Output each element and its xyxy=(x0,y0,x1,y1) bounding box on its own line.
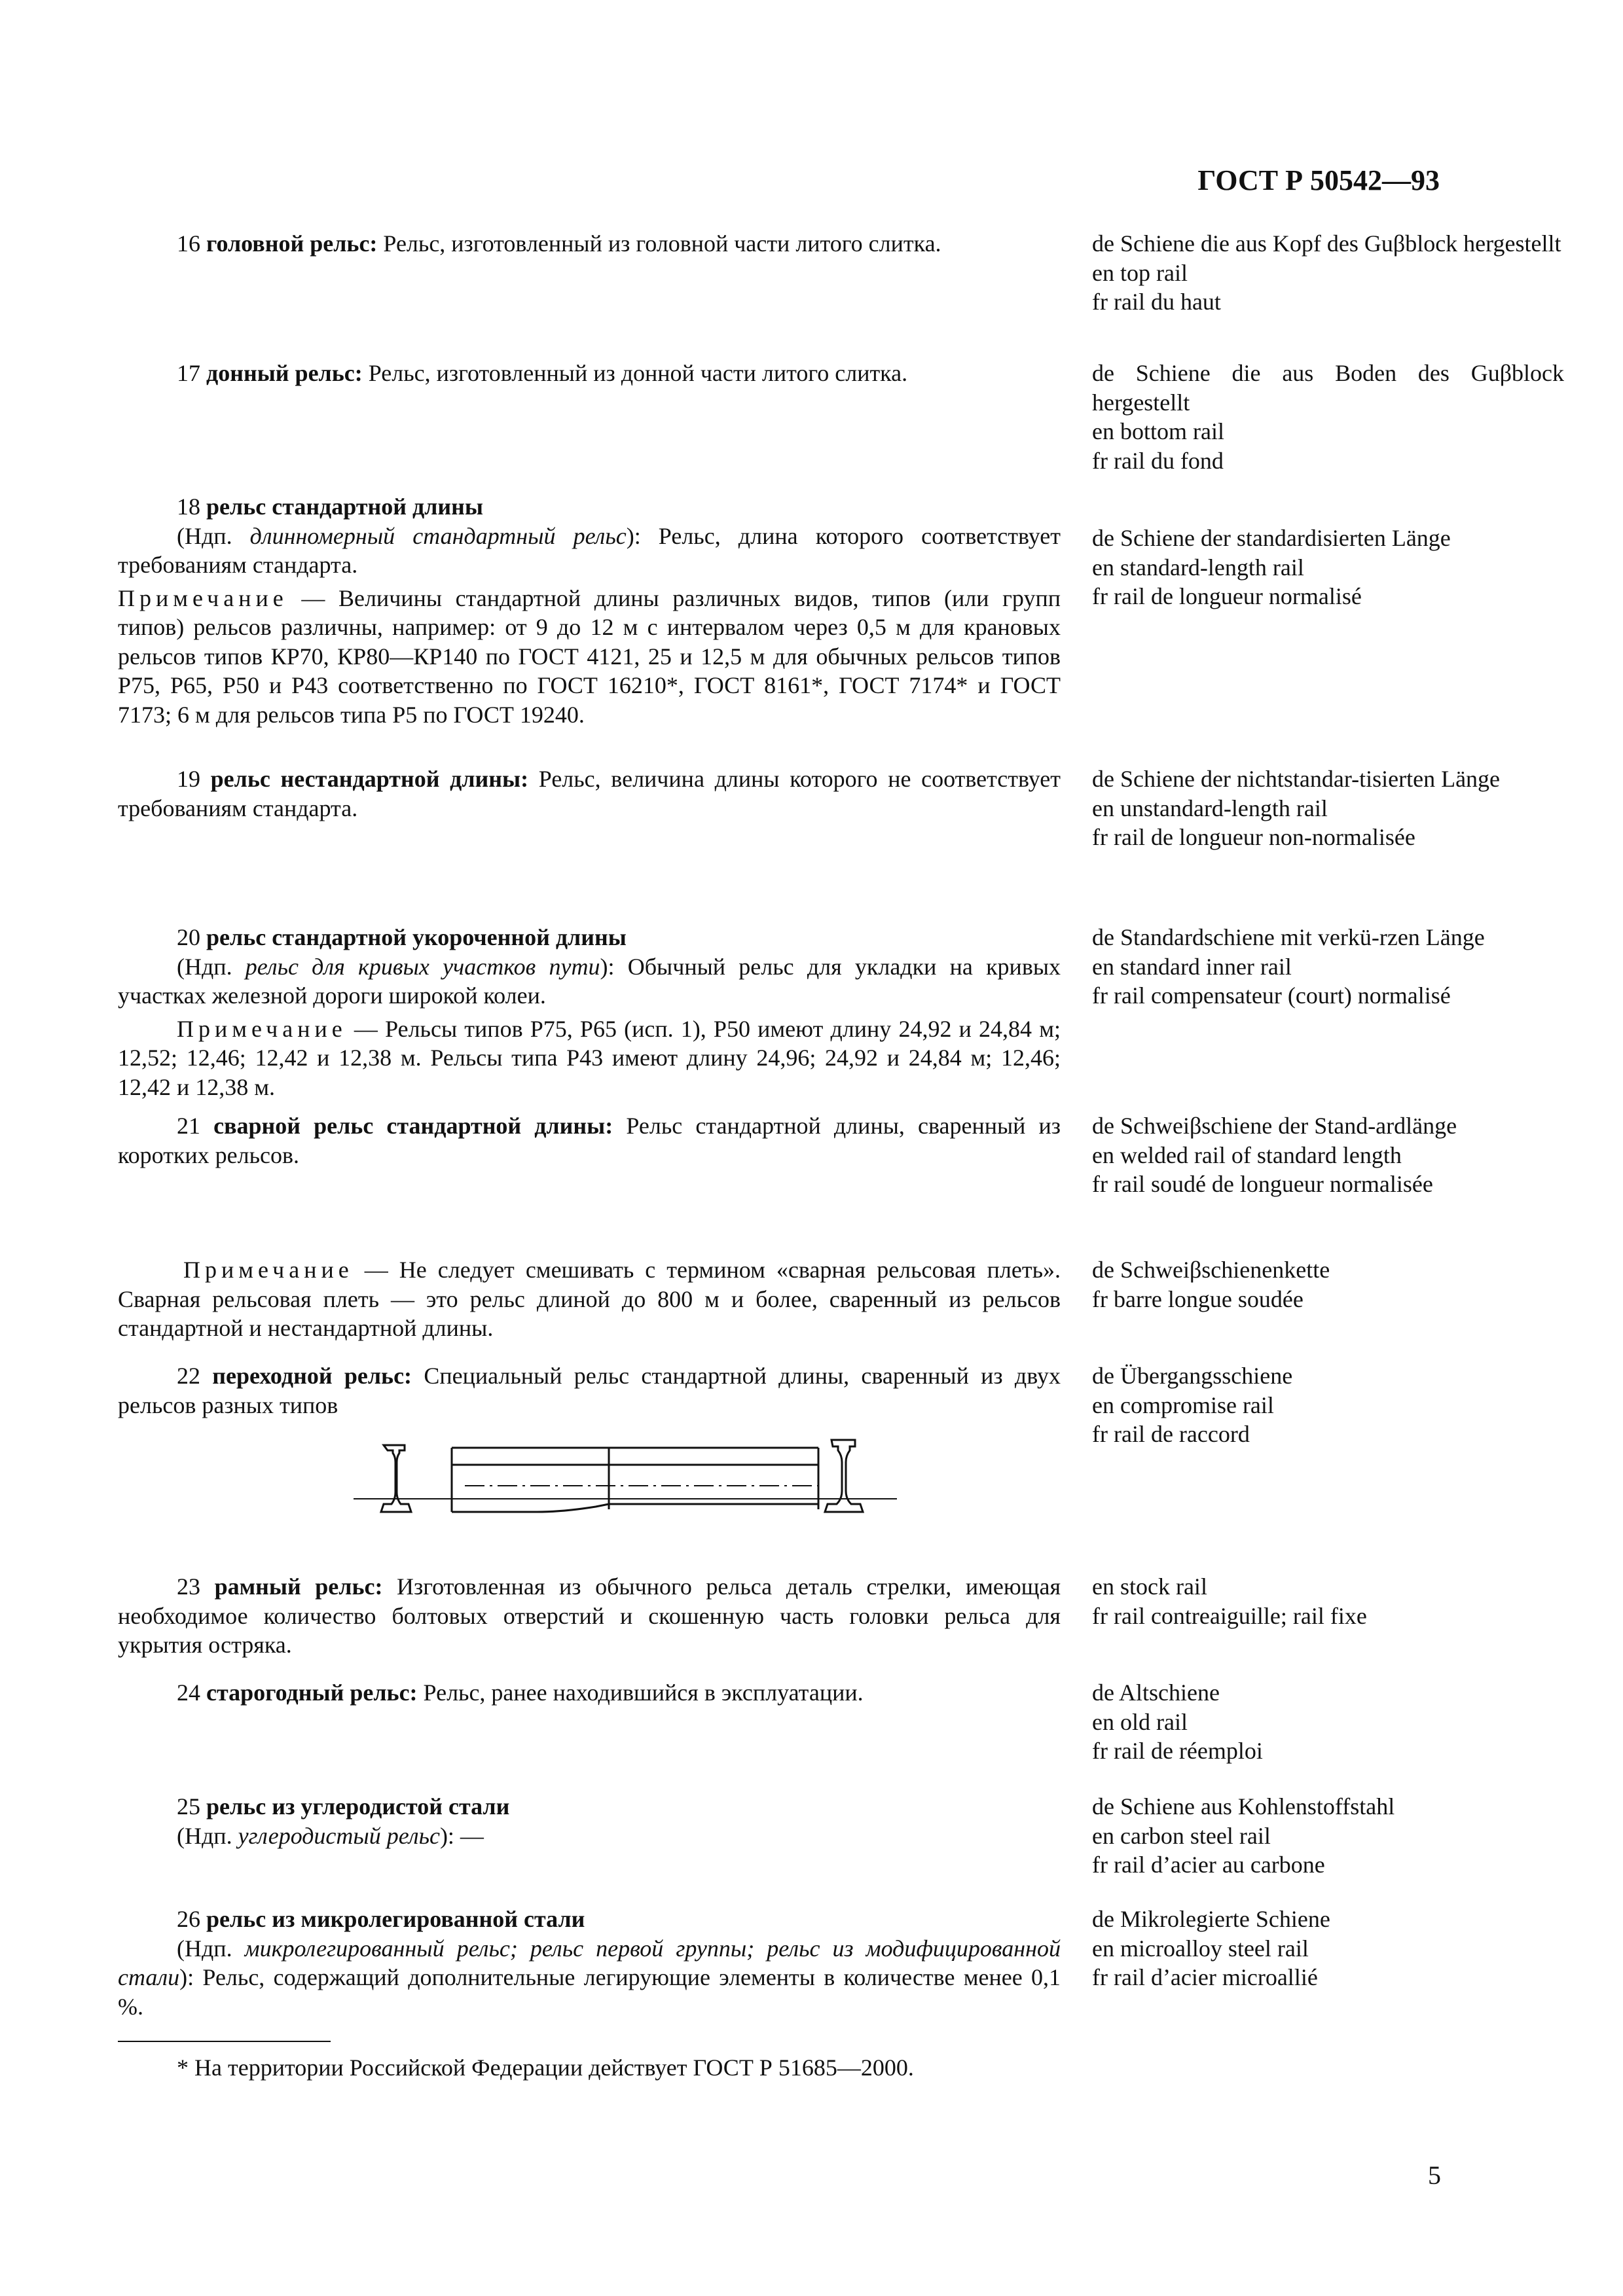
entry-ru-text xyxy=(118,1255,1061,1343)
entry-number: 23 xyxy=(177,1573,200,1600)
entry-ru-text xyxy=(118,923,1061,1102)
translation-fr: fr rail de longueur non-normalisée xyxy=(1092,824,1415,850)
entry-translations xyxy=(1092,1678,1564,1766)
entry-translations xyxy=(1092,524,1564,611)
ndp-prefix: (Ндп. xyxy=(177,522,250,549)
translation-en: en compromise rail xyxy=(1092,1391,1274,1418)
definition: ): — xyxy=(439,1822,484,1849)
translation-de: de Schiene der standardisierten Länge xyxy=(1092,525,1451,551)
translation-fr: fr rail de longueur normalisé xyxy=(1092,583,1362,609)
entry-translations xyxy=(1092,229,1564,317)
definition: ): Обычный рельс для укладки на кривых участках железной дороги широкой колеи. xyxy=(118,953,1061,1009)
translation-fr: fr rail du haut xyxy=(1092,289,1221,315)
entry-number: 18 xyxy=(177,493,200,520)
term-entry-22 xyxy=(118,1361,1446,1447)
translation-de: de Schiene der nichtstandar-tisierten Länge xyxy=(1092,766,1501,792)
translation-de: de Schweiβschiene der Stand-ardlänge xyxy=(1092,1113,1457,1139)
term-entry-23 xyxy=(118,1572,1446,1660)
term-entry-26 xyxy=(118,1905,1446,2021)
term-label: головной рельс: xyxy=(206,230,378,257)
deprecated-term: углеродистый рельс xyxy=(238,1822,440,1849)
translation-fr: fr rail de raccord xyxy=(1092,1421,1250,1447)
definition: Рельс стандартной длины, сваренный из коротких рельсов. xyxy=(118,1113,1061,1168)
translation-en: en carbon steel rail xyxy=(1092,1822,1271,1849)
definition: Специальный рельс стандартной длины, сваренный из двух рельсов разных типов xyxy=(118,1363,1061,1418)
note-label: Примечание xyxy=(177,1015,347,1042)
entry-translations xyxy=(1092,1905,1564,1992)
translation-de: de Schiene die aus Kopf des Guβblock hergestellt xyxy=(1092,230,1561,257)
translation-fr: fr rail d’acier microallié xyxy=(1092,1964,1318,1990)
entry-ru-text xyxy=(118,1361,1061,1420)
translation-en: en welded rail of standard length xyxy=(1092,1141,1402,1168)
translation-de: de Altschiene xyxy=(1092,1679,1220,1706)
translation-en: en unstandard-length rail xyxy=(1092,795,1328,821)
entry-translations xyxy=(1092,923,1564,1011)
definition: Рельс, изготовленный из головной части литого слитка. xyxy=(377,230,941,257)
term-entry-25 xyxy=(118,1792,1446,1878)
entry-translations xyxy=(1092,1255,1564,1314)
deprecated-term: рельс для кривых участков пути xyxy=(245,953,600,980)
entry-ru-text xyxy=(118,1111,1061,1170)
ndp-prefix: (Ндп. xyxy=(177,953,246,980)
translation-fr: fr rail compensateur (court) normalisé xyxy=(1092,982,1451,1009)
entry-number: 17 xyxy=(177,360,200,386)
translation-fr: fr rail d’acier au carbone xyxy=(1092,1852,1325,1878)
term-entry-21-note xyxy=(118,1255,1446,1343)
entry-number: 25 xyxy=(177,1793,200,1820)
translation-de: de Schiene aus Kohlenstoffstahl xyxy=(1092,1793,1395,1820)
term-entry-20 xyxy=(118,923,1485,1102)
term-label: рельс из углеродистой стали xyxy=(206,1793,510,1820)
entry-translations xyxy=(1092,1572,1564,1630)
term-label: сварной рельс стандартной длины: xyxy=(213,1113,613,1139)
footnote: * На территории Российской Федерации действует ГОСТ Р 51685—2000. xyxy=(177,2054,914,2081)
entry-ru-text xyxy=(118,1792,1061,1850)
term-entry-17 xyxy=(118,359,1564,474)
translation-de: de Übergangsschiene xyxy=(1092,1363,1293,1389)
note-label: Примечание xyxy=(118,584,288,611)
translation-fr: fr rail de réemploi xyxy=(1092,1738,1263,1764)
entry-number: 24 xyxy=(177,1679,200,1706)
term-entry-21 xyxy=(118,1111,1457,1197)
term-label: рамный рельс: xyxy=(214,1573,383,1600)
term-entry-16 xyxy=(118,229,1561,315)
entry-number: 20 xyxy=(177,924,200,950)
term-label: переходной рельс: xyxy=(212,1363,412,1389)
entry-number: 21 xyxy=(177,1113,200,1139)
term-entry-18 xyxy=(118,492,1451,729)
entry-translations xyxy=(1092,359,1564,475)
definition: Рельс, изготовленный из донной части литого слитка. xyxy=(362,360,908,386)
entry-number: 26 xyxy=(177,1906,200,1932)
entry-ru-text xyxy=(118,1678,1061,1708)
term-label: рельс стандартной укороченной длины xyxy=(206,924,627,950)
translation-en: en bottom rail xyxy=(1092,418,1224,444)
translation-de: de Schweiβschienenkette xyxy=(1092,1257,1330,1283)
term-entry-24 xyxy=(118,1678,1446,1764)
translation-en: en microalloy steel rail xyxy=(1092,1935,1309,1962)
note-text: — Не следует смешивать с термином «сварная рельсовая плеть». Сварная рельсовая плеть — это рельс длиной до 800 м и более, сваренный из рельсов стандартной и нестандартной длины. xyxy=(118,1257,1061,1341)
compromise-rail-diagram xyxy=(347,1427,910,1545)
term-label: донный рельс: xyxy=(206,360,363,386)
note-label: Примечание xyxy=(183,1257,354,1283)
entry-ru-text xyxy=(118,764,1061,823)
entry-ru-text xyxy=(118,359,1061,388)
translation-fr: fr rail contreaiguille; rail fixe xyxy=(1092,1602,1367,1629)
term-label: рельс нестандартной длины: xyxy=(210,766,529,792)
translation-de: de Standardschiene mit verkü-rzen Länge xyxy=(1092,924,1485,950)
translation-fr: fr barre longue soudée xyxy=(1092,1285,1304,1312)
translation-en: en standard-length rail xyxy=(1092,554,1304,581)
deprecated-term: микролегированный рельс; рельс первой группы; рельс из модифицированной стали xyxy=(118,1935,1061,1990)
ndp-prefix: (Ндп. xyxy=(177,1935,245,1962)
deprecated-term: длинномерный стандартный рельс xyxy=(249,522,627,549)
translation-fr: fr rail du fond xyxy=(1092,447,1224,474)
translation-de: de Mikrolegierte Schiene xyxy=(1092,1906,1330,1932)
definition: Рельс, ранее находившийся в эксплуатации. xyxy=(417,1679,864,1706)
translation-fr: fr rail soudé de longueur normalisée xyxy=(1092,1171,1433,1197)
term-label: рельс стандартной длины xyxy=(206,493,483,520)
definition: ): Рельс, длина которого соответствует требованиям стандарта. xyxy=(118,522,1061,578)
translation-en: en old rail xyxy=(1092,1708,1188,1735)
translation-en: en top rail xyxy=(1092,259,1188,286)
entry-ru-text xyxy=(118,1905,1061,2021)
entry-ru-text xyxy=(118,492,1061,729)
entry-number: 22 xyxy=(177,1363,200,1389)
footnote-divider xyxy=(118,2041,331,2042)
translation-en: en standard inner rail xyxy=(1092,953,1292,980)
term-label: рельс из микролегированной стали xyxy=(206,1906,585,1932)
entry-ru-text xyxy=(118,1572,1061,1660)
translation-de: de Schiene die aus Boden des Guβblock hergestellt xyxy=(1092,360,1564,416)
entry-number: 16 xyxy=(177,230,200,257)
entry-translations xyxy=(1092,1792,1564,1880)
definition: Рельс, величина длины которого не соответствует требованиям стандарта. xyxy=(118,766,1061,821)
right-rail-profile-icon xyxy=(825,1440,863,1512)
definition: ): Рельс, содержащий дополнительные легирующие элементы в количестве менее 0,1 %. xyxy=(118,1964,1061,2020)
document-header: ГОСТ Р 50542—93 xyxy=(1197,164,1440,196)
entry-number: 19 xyxy=(177,766,200,792)
term-label: старогодный рельс: xyxy=(206,1679,418,1706)
entry-translations xyxy=(1092,1361,1564,1449)
note-text: — Рельсы типов Р75, Р65 (исп. 1), Р50 имеют длину 24,92 и 24,84 м; 12,52; 12,46; 12,42 и 12,38 м. Рельсы типа Р43 имеют длину 24,96; 24,92 и 24,84 м; 12,46; 12,42 и 12,38 м. xyxy=(118,1015,1061,1100)
entry-ru-text xyxy=(118,229,1061,259)
note-text: — Величины стандартной длины различных видов, типов (или групп типов) рельсов различны, например: от 9 до 12 м с интервалом через 0,5 м для крановых рельсов типов КР70, КР80—КР140 по ГОСТ 4121, 25 и 12,5 м для обычных рельсов типов Р75, Р65, Р50 и Р43 соответственно по ГОСТ 16210*, ГОСТ 8161*, ГОСТ 7174* и ГОСТ 7173; 6 м для рельсов типа Р5 по ГОСТ 19240. xyxy=(118,584,1061,728)
translation-en: en stock rail xyxy=(1092,1573,1207,1600)
page-number: 5 xyxy=(1428,2161,1441,2190)
definition: Изготовленная из обычного рельса деталь стрелки, имеющая необходимое количество болтовых отверстий и скошенную часть головки рельса для укрытия остряка. xyxy=(118,1573,1061,1658)
entry-translations xyxy=(1092,764,1564,852)
term-entry-19 xyxy=(118,764,1501,850)
entry-translations xyxy=(1092,1111,1564,1199)
ndp-prefix: (Ндп. xyxy=(177,1822,238,1849)
left-rail-profile-icon xyxy=(381,1445,411,1512)
